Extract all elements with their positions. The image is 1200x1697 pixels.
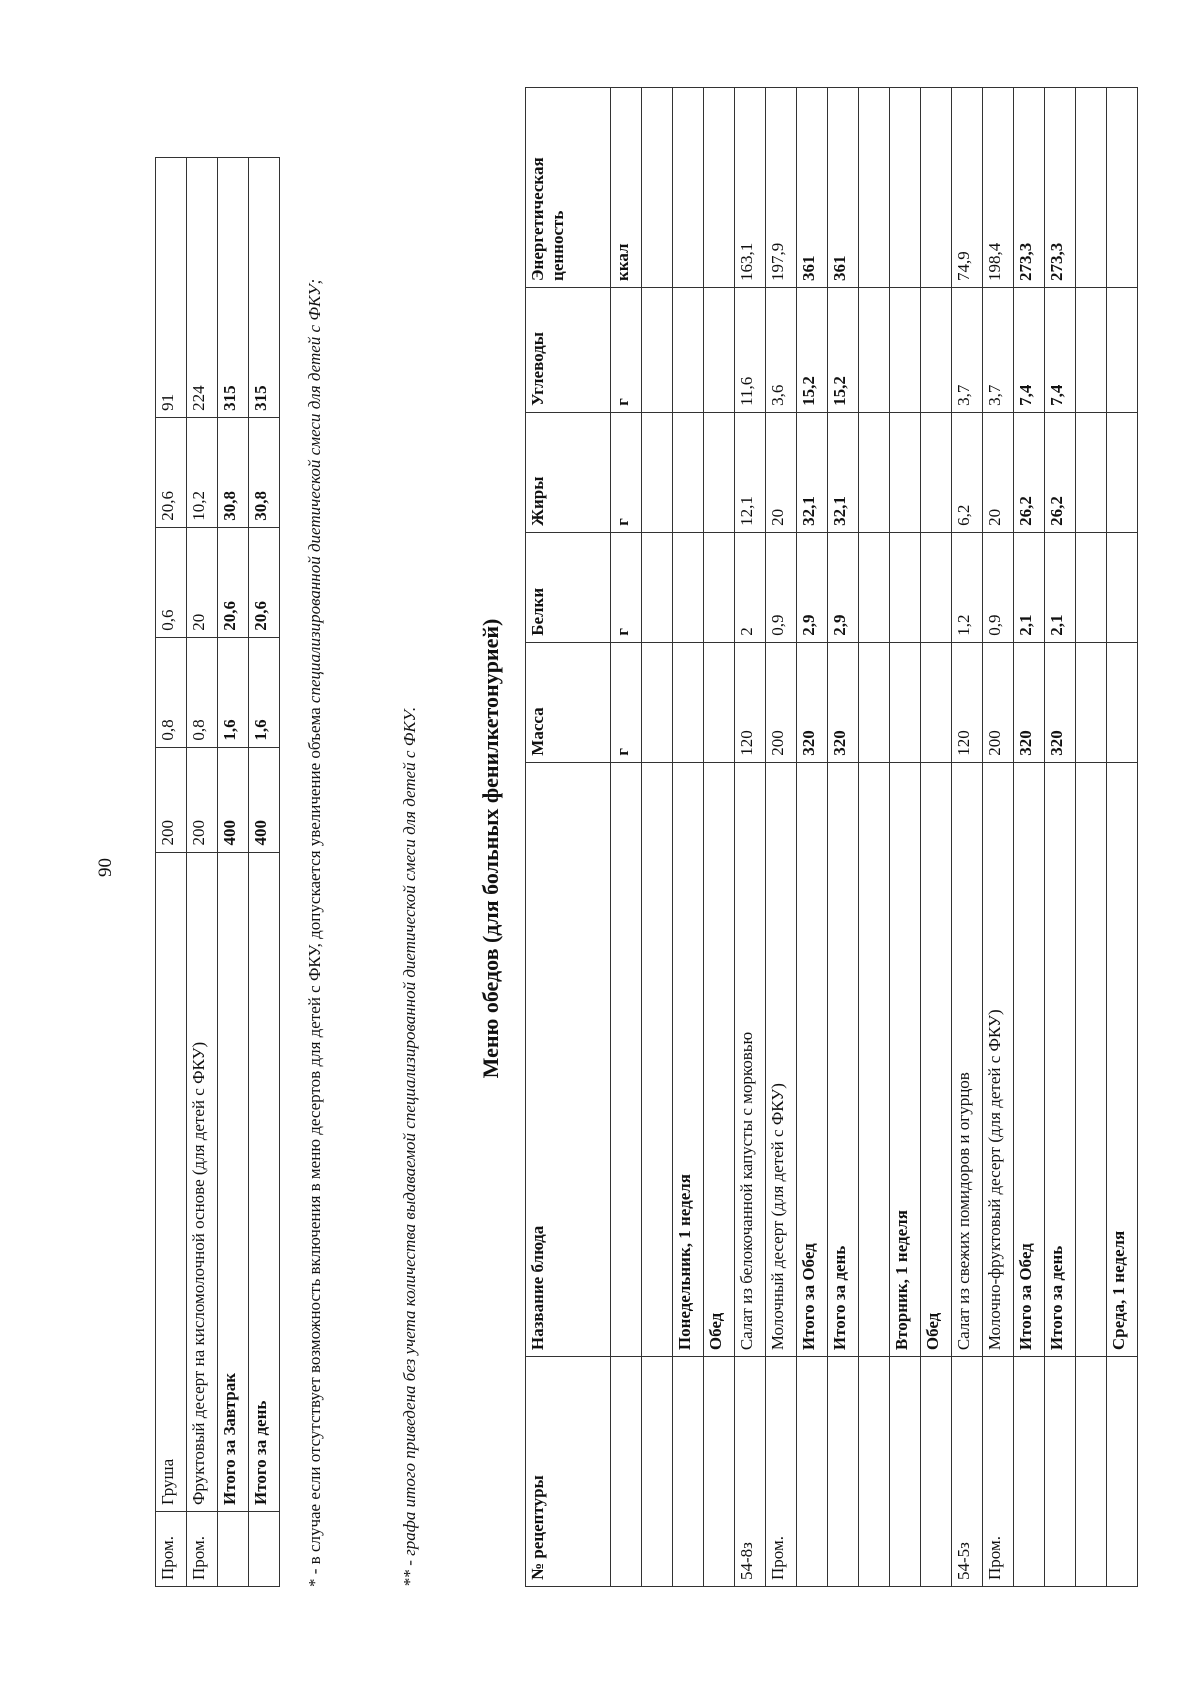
cell-fat [673,412,704,532]
cell-fat [859,412,890,532]
cell-code [1107,1357,1138,1587]
cell-name: Итого за Завтрак [218,852,249,1511]
cell-protein [642,532,673,642]
cell-energy [859,88,890,288]
cell-name: Обед [921,762,952,1356]
table-row [859,88,890,1587]
cell-mass: 120 [952,642,983,762]
breakfast-table [155,157,280,1587]
cell-mass: 320 [1014,642,1045,762]
cell-code [890,1357,921,1587]
cell-protein: 0,9 [766,532,797,642]
cell-name: Салат из свежих помидоров и огурцов [952,762,983,1356]
cell-name: Салат из белокочанной капусты с морковью [735,762,766,1356]
cell-protein: 2,1 [1045,532,1076,642]
table-row [797,88,828,1587]
cell-energy [673,88,704,288]
cell-energy: 273,3 [1045,88,1076,288]
header-row [526,88,611,1587]
footnote-1 [300,87,330,1587]
units-row [611,88,642,1587]
cell-code [1045,1357,1076,1587]
cell-energy: 224 [187,158,218,418]
cell-protein: 2 [735,532,766,642]
cell-mass: 320 [797,642,828,762]
unit-energy: ккал [611,88,642,288]
cell-protein: 2,1 [1014,532,1045,642]
table-row [642,88,673,1587]
cell-code [218,1512,249,1587]
table-row [983,88,1014,1587]
cell-mass: 400 [249,747,280,852]
cell-fat: 20 [766,412,797,532]
cell-energy: 74,9 [952,88,983,288]
cell-name: Среда, 1 неделя [1107,762,1138,1356]
cell-mass: 320 [828,642,859,762]
footnote-1-text: * - в случае если отсутствует возможность включения в меню десертов для детей с ФКУ, допускается увеличение объема [305,707,324,1587]
unit-mass: г [611,642,642,762]
header-fat: Жиры [526,412,611,532]
cell-code [921,1357,952,1587]
cell-carbs: 3,6 [766,287,797,412]
cell-carbs: 15,2 [797,287,828,412]
cell-carbs [859,287,890,412]
cell-fat: 0,6 [156,527,187,637]
cell-carbs [673,287,704,412]
cell-energy: 91 [156,158,187,418]
cell-protein: 1,2 [952,532,983,642]
cell-name: Итого за день [1045,762,1076,1356]
cell-carbs [1076,287,1107,412]
cell-protein [859,532,890,642]
cell-protein [704,532,735,642]
cell-energy [704,88,735,288]
cell-protein [1076,532,1107,642]
cell-fat [921,412,952,532]
cell-mass [859,642,890,762]
cell-mass: 200 [983,642,1014,762]
cell-mass [642,642,673,762]
cell-fat: 26,2 [1045,412,1076,532]
cell-energy: 361 [828,88,859,288]
cell-carbs: 11,6 [735,287,766,412]
cell-carbs: 15,2 [828,287,859,412]
cell-protein: 1,6 [218,637,249,747]
cell-protein: 0,8 [187,637,218,747]
cell-code [1076,1357,1107,1587]
table-row [766,88,797,1587]
table-row [735,88,766,1587]
cell-name: Итого за Обед [1014,762,1045,1356]
cell-carbs [921,287,952,412]
cell-protein [1107,532,1138,642]
cell-mass [1107,642,1138,762]
lunch-menu-table [525,87,1138,1587]
cell-mass: 120 [735,642,766,762]
cell-code [673,1357,704,1587]
cell-energy [1107,88,1138,288]
cell-fat [642,412,673,532]
cell-code: Пром. [766,1357,797,1587]
cell-fat: 20,6 [249,527,280,637]
unit-protein: г [611,532,642,642]
header-code: № рецептуры [526,1357,611,1587]
breakfast-table-body [156,158,280,1587]
cell-fat: 20 [187,527,218,637]
cell-name: Итого за Обед [797,762,828,1356]
cell-energy: 197,9 [766,88,797,288]
header-carbs: Углеводы [526,287,611,412]
header-protein: Белки [526,532,611,642]
table-row [673,88,704,1587]
cell-energy: 273,3 [1014,88,1045,288]
cell-carbs: 7,4 [1045,287,1076,412]
cell-protein: 0,8 [156,637,187,747]
cell-protein: 2,9 [828,532,859,642]
cell-code: 54-8з [735,1357,766,1587]
cell-name: Молочный десерт (для детей с ФКУ) [766,762,797,1356]
cell-protein: 2,9 [797,532,828,642]
cell-mass [673,642,704,762]
cell-energy: 198,4 [983,88,1014,288]
footnote-2: ** - графа итого приведена без учета количества выдаваемой специализированной диетической смеси для детей с ФКУ. [400,706,419,1587]
cell-carbs [704,287,735,412]
cell-fat: 32,1 [828,412,859,532]
cell-fat: 12,1 [735,412,766,532]
unit-carbs: г [611,287,642,412]
cell-energy [921,88,952,288]
cell-fat [1076,412,1107,532]
cell-carbs: 20,6 [156,417,187,527]
cell-carbs [1107,287,1138,412]
cell-carbs [642,287,673,412]
header-energy: Энергетическая ценность [526,88,611,288]
cell-name [642,762,673,1356]
cell-protein [673,532,704,642]
cell-code [828,1357,859,1587]
cell-protein [921,532,952,642]
cell-protein [890,532,921,642]
table-row [187,158,218,1587]
cell-name: Итого за день [828,762,859,1356]
cell-mass [704,642,735,762]
table-row [828,88,859,1587]
cell-mass [921,642,952,762]
cell-name: Фруктовый десерт на кисломолочной основе (для детей с ФКУ) [187,852,218,1511]
cell-energy [642,88,673,288]
cell-name: Итого за день [249,852,280,1511]
cell-fat: 32,1 [797,412,828,532]
table-row [1014,88,1045,1587]
cell-mass [890,642,921,762]
cell-name [1076,762,1107,1356]
cell-carbs: 3,7 [983,287,1014,412]
cell-name: Молочно-фруктовый десерт (для детей с ФКУ) [983,762,1014,1356]
cell-mass [1076,642,1107,762]
cell-energy: 361 [797,88,828,288]
menu-title: Меню обедов (для больных фенилкетонурией) [478,618,503,1079]
table-row [218,158,249,1587]
cell-name: Груша [156,852,187,1511]
cell-code [1014,1357,1045,1587]
table-row [921,88,952,1587]
cell-code [704,1357,735,1587]
cell-code: 54-5з [952,1357,983,1587]
cell-name [859,762,890,1356]
cell-name: Обед [704,762,735,1356]
cell-mass: 400 [218,747,249,852]
cell-code [642,1357,673,1587]
table-row [1107,88,1138,1587]
cell-fat [1107,412,1138,532]
table-row [249,158,280,1587]
cell-carbs [890,287,921,412]
cell-protein: 0,9 [983,532,1014,642]
table-row [704,88,735,1587]
cell-carbs: 10,2 [187,417,218,527]
page-number: 90 [95,858,116,877]
cell-code [859,1357,890,1587]
cell-energy: 163,1 [735,88,766,288]
unit-name [611,762,642,1356]
cell-mass: 320 [1045,642,1076,762]
cell-code: Пром. [156,1512,187,1587]
cell-mass: 200 [187,747,218,852]
cell-fat: 20 [983,412,1014,532]
cell-carbs: 30,8 [218,417,249,527]
cell-energy: 315 [218,158,249,418]
unit-code [611,1357,642,1587]
cell-protein: 1,6 [249,637,280,747]
cell-fat: 26,2 [1014,412,1045,532]
table-row [890,88,921,1587]
table-row [1076,88,1107,1587]
cell-name: Понедельник, 1 неделя [673,762,704,1356]
header-mass: Масса [526,642,611,762]
cell-code: Пром. [187,1512,218,1587]
cell-energy [890,88,921,288]
table-row [952,88,983,1587]
cell-mass: 200 [156,747,187,852]
cell-energy: 315 [249,158,280,418]
lunch-menu-body [526,88,1138,1587]
cell-carbs: 3,7 [952,287,983,412]
cell-energy [1076,88,1107,288]
cell-fat [704,412,735,532]
cell-mass: 200 [766,642,797,762]
cell-fat: 6,2 [952,412,983,532]
cell-code: Пром. [983,1357,1014,1587]
cell-fat: 20,6 [218,527,249,637]
unit-fat: г [611,412,642,532]
table-row [156,158,187,1587]
cell-fat [890,412,921,532]
cell-name: Вторник, 1 неделя [890,762,921,1356]
footnote-1-italic: специализированной диетической смеси для детей с ФКУ; [305,278,324,704]
header-name: Название блюда [526,762,611,1356]
cell-carbs: 30,8 [249,417,280,527]
cell-carbs: 7,4 [1014,287,1045,412]
table-row [1045,88,1076,1587]
cell-code [249,1512,280,1587]
cell-code [797,1357,828,1587]
